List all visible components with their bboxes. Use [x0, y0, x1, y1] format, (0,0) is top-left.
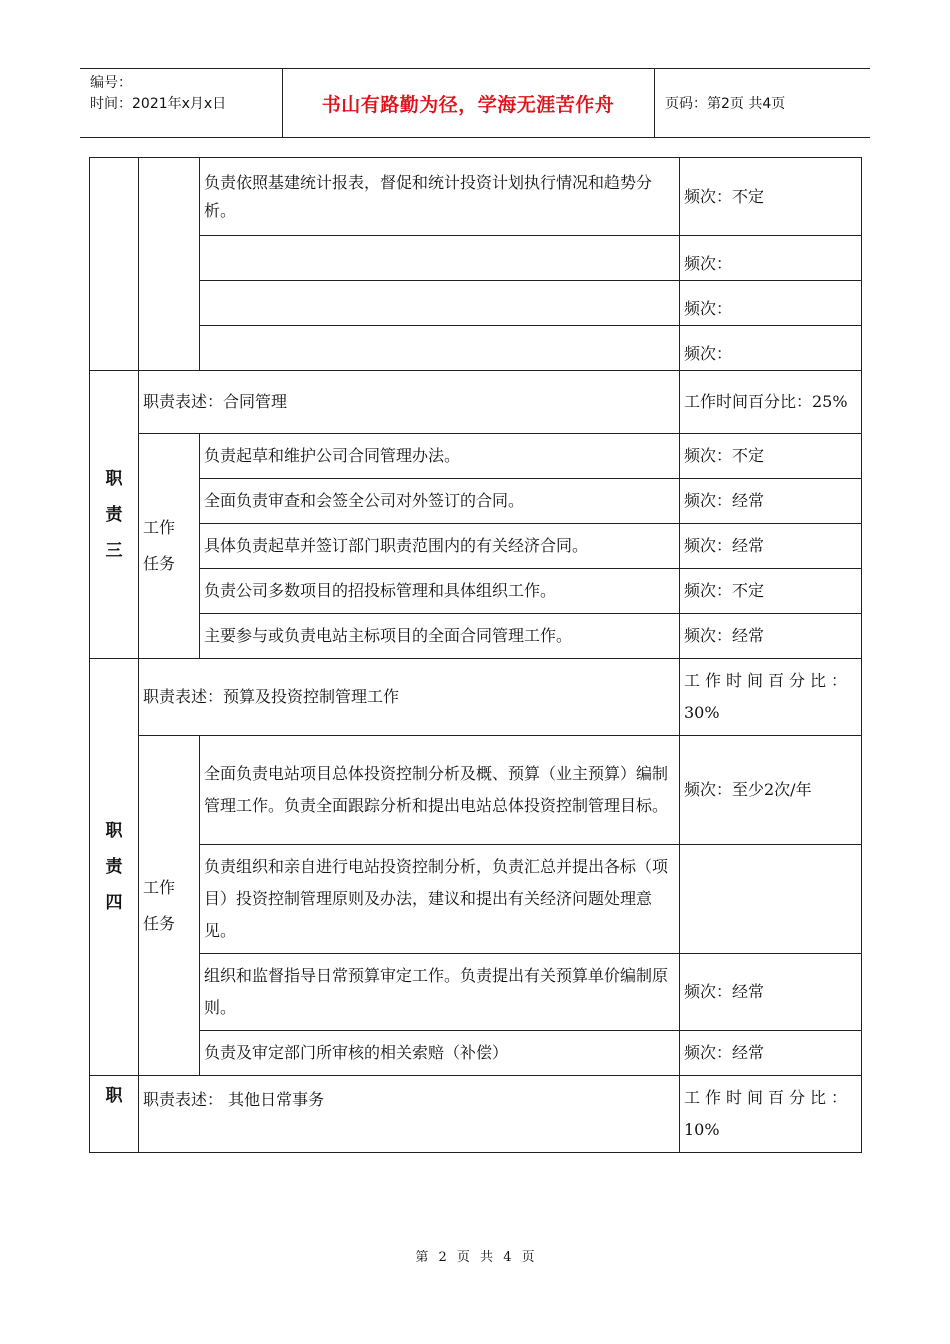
task-freq: 频次：经常 — [680, 954, 862, 1031]
task-freq: 频次：至少2次/年 — [680, 736, 862, 845]
duty4-work-label — [139, 736, 200, 1076]
table-row — [90, 736, 862, 845]
page-header — [80, 68, 870, 138]
duty-table — [89, 157, 862, 1153]
table-row — [90, 326, 862, 371]
task-text: 负责及审定部门所审核的相关索赔（补偿） — [200, 1031, 680, 1076]
task-text: 负责依照基建统计报表，督促和统计投资计划执行情况和趋势分析。 — [200, 158, 680, 236]
table-row — [90, 845, 862, 954]
table-row — [90, 371, 862, 434]
task-text: 全面负责电站项目总体投资控制分析及概、预算（业主预算）编制管理工作。负责全面跟踪分析和提出电站总体投资控制管理目标。 — [200, 736, 680, 845]
work-label-line: 工作 — [143, 518, 176, 537]
task-text: 负责公司多数项目的招投标管理和具体组织工作。 — [200, 569, 680, 614]
table-row — [90, 659, 862, 736]
work-label-line: 任务 — [143, 554, 176, 573]
task-freq: 频次：经常 — [680, 479, 862, 524]
page-info: 页码：第2页 共4页 — [665, 96, 786, 112]
percent-value: 10% — [684, 1120, 720, 1139]
duty3-label-char: 职 — [105, 468, 123, 489]
table-row — [90, 479, 862, 524]
percent-label: 工作时间百分比： — [684, 671, 853, 690]
task-text: 具体负责起草并签订部门职责范围内的有关经济合同。 — [200, 524, 680, 569]
table-row — [90, 281, 862, 326]
duty3-label — [90, 371, 139, 659]
table-row — [90, 434, 862, 479]
table-row — [90, 158, 862, 236]
duty4-statement: 职责表述：预算及投资控制管理工作 — [139, 659, 680, 736]
table-row — [90, 1076, 862, 1153]
table-row — [90, 614, 862, 659]
duty5-statement: 职责表述： 其他日常事务 — [139, 1076, 680, 1153]
percent-value: 30% — [684, 703, 720, 722]
duty4-label-char: 职 — [105, 821, 123, 841]
task-freq: 频次：经常 — [680, 1031, 862, 1076]
prev-label-cell — [90, 158, 139, 371]
task-freq: 频次：不定 — [680, 158, 862, 236]
task-text: 组织和监督指导日常预算审定工作。负责提出有关预算单价编制原则。 — [200, 954, 680, 1031]
table-row — [90, 954, 862, 1031]
page-footer: 第 2 页 共 4 页 — [415, 1250, 535, 1265]
task-text: 主要参与或负责电站主标项目的全面合同管理工作。 — [200, 614, 680, 659]
task-freq: 频次：不定 — [680, 569, 862, 614]
task-text-empty — [200, 236, 680, 281]
task-freq — [680, 845, 862, 954]
duty5-label-char: 职 — [105, 1086, 123, 1106]
work-label-line: 工作 — [143, 877, 176, 897]
table-row — [90, 1031, 862, 1076]
task-text: 负责组织和亲自进行电站投资控制分析，负责汇总并提出各标（项目）投资控制管理原则及办法，建议和提出有关经济问题处理意见。 — [200, 845, 680, 954]
motto: 书山有路勤为径，学海无涯苦作舟 — [321, 93, 615, 116]
prev-work-cell — [139, 158, 200, 371]
duty3-work-label — [139, 434, 200, 659]
duty4-label-char: 责 — [105, 857, 123, 877]
task-freq: 频次：经常 — [680, 614, 862, 659]
header-meta — [80, 69, 283, 137]
duty5-percent — [680, 1076, 862, 1153]
task-text: 全面负责审查和会签全公司对外签订的合同。 — [200, 479, 680, 524]
duty3-statement: 职责表述：合同管理 — [139, 371, 680, 434]
percent-label: 工作时间百分比： — [684, 1088, 853, 1107]
number-label: 编号： — [90, 75, 132, 91]
task-text-empty — [200, 281, 680, 326]
table-row — [90, 236, 862, 281]
work-label-line: 任务 — [143, 913, 176, 933]
duty3-percent: 工作时间百分比：25% — [680, 371, 862, 434]
task-freq: 频次：不定 — [680, 434, 862, 479]
duty3-label-char: 三 — [105, 540, 123, 561]
duty4-label — [90, 659, 139, 1076]
duty4-percent — [680, 659, 862, 736]
table-row — [90, 569, 862, 614]
duty4-label-char: 四 — [105, 893, 123, 913]
duty3-label-char: 责 — [105, 504, 123, 525]
duty5-label — [90, 1076, 139, 1153]
task-freq: 频次： — [680, 236, 862, 281]
time-label: 时间：2021年x月x日 — [90, 96, 227, 112]
header-motto-cell — [282, 69, 655, 137]
task-text-empty — [200, 326, 680, 371]
task-freq: 频次： — [680, 281, 862, 326]
task-freq: 频次： — [680, 326, 862, 371]
task-text: 负责起草和维护公司合同管理办法。 — [200, 434, 680, 479]
table-row — [90, 524, 862, 569]
task-freq: 频次：经常 — [680, 524, 862, 569]
header-page-cell — [655, 69, 870, 137]
